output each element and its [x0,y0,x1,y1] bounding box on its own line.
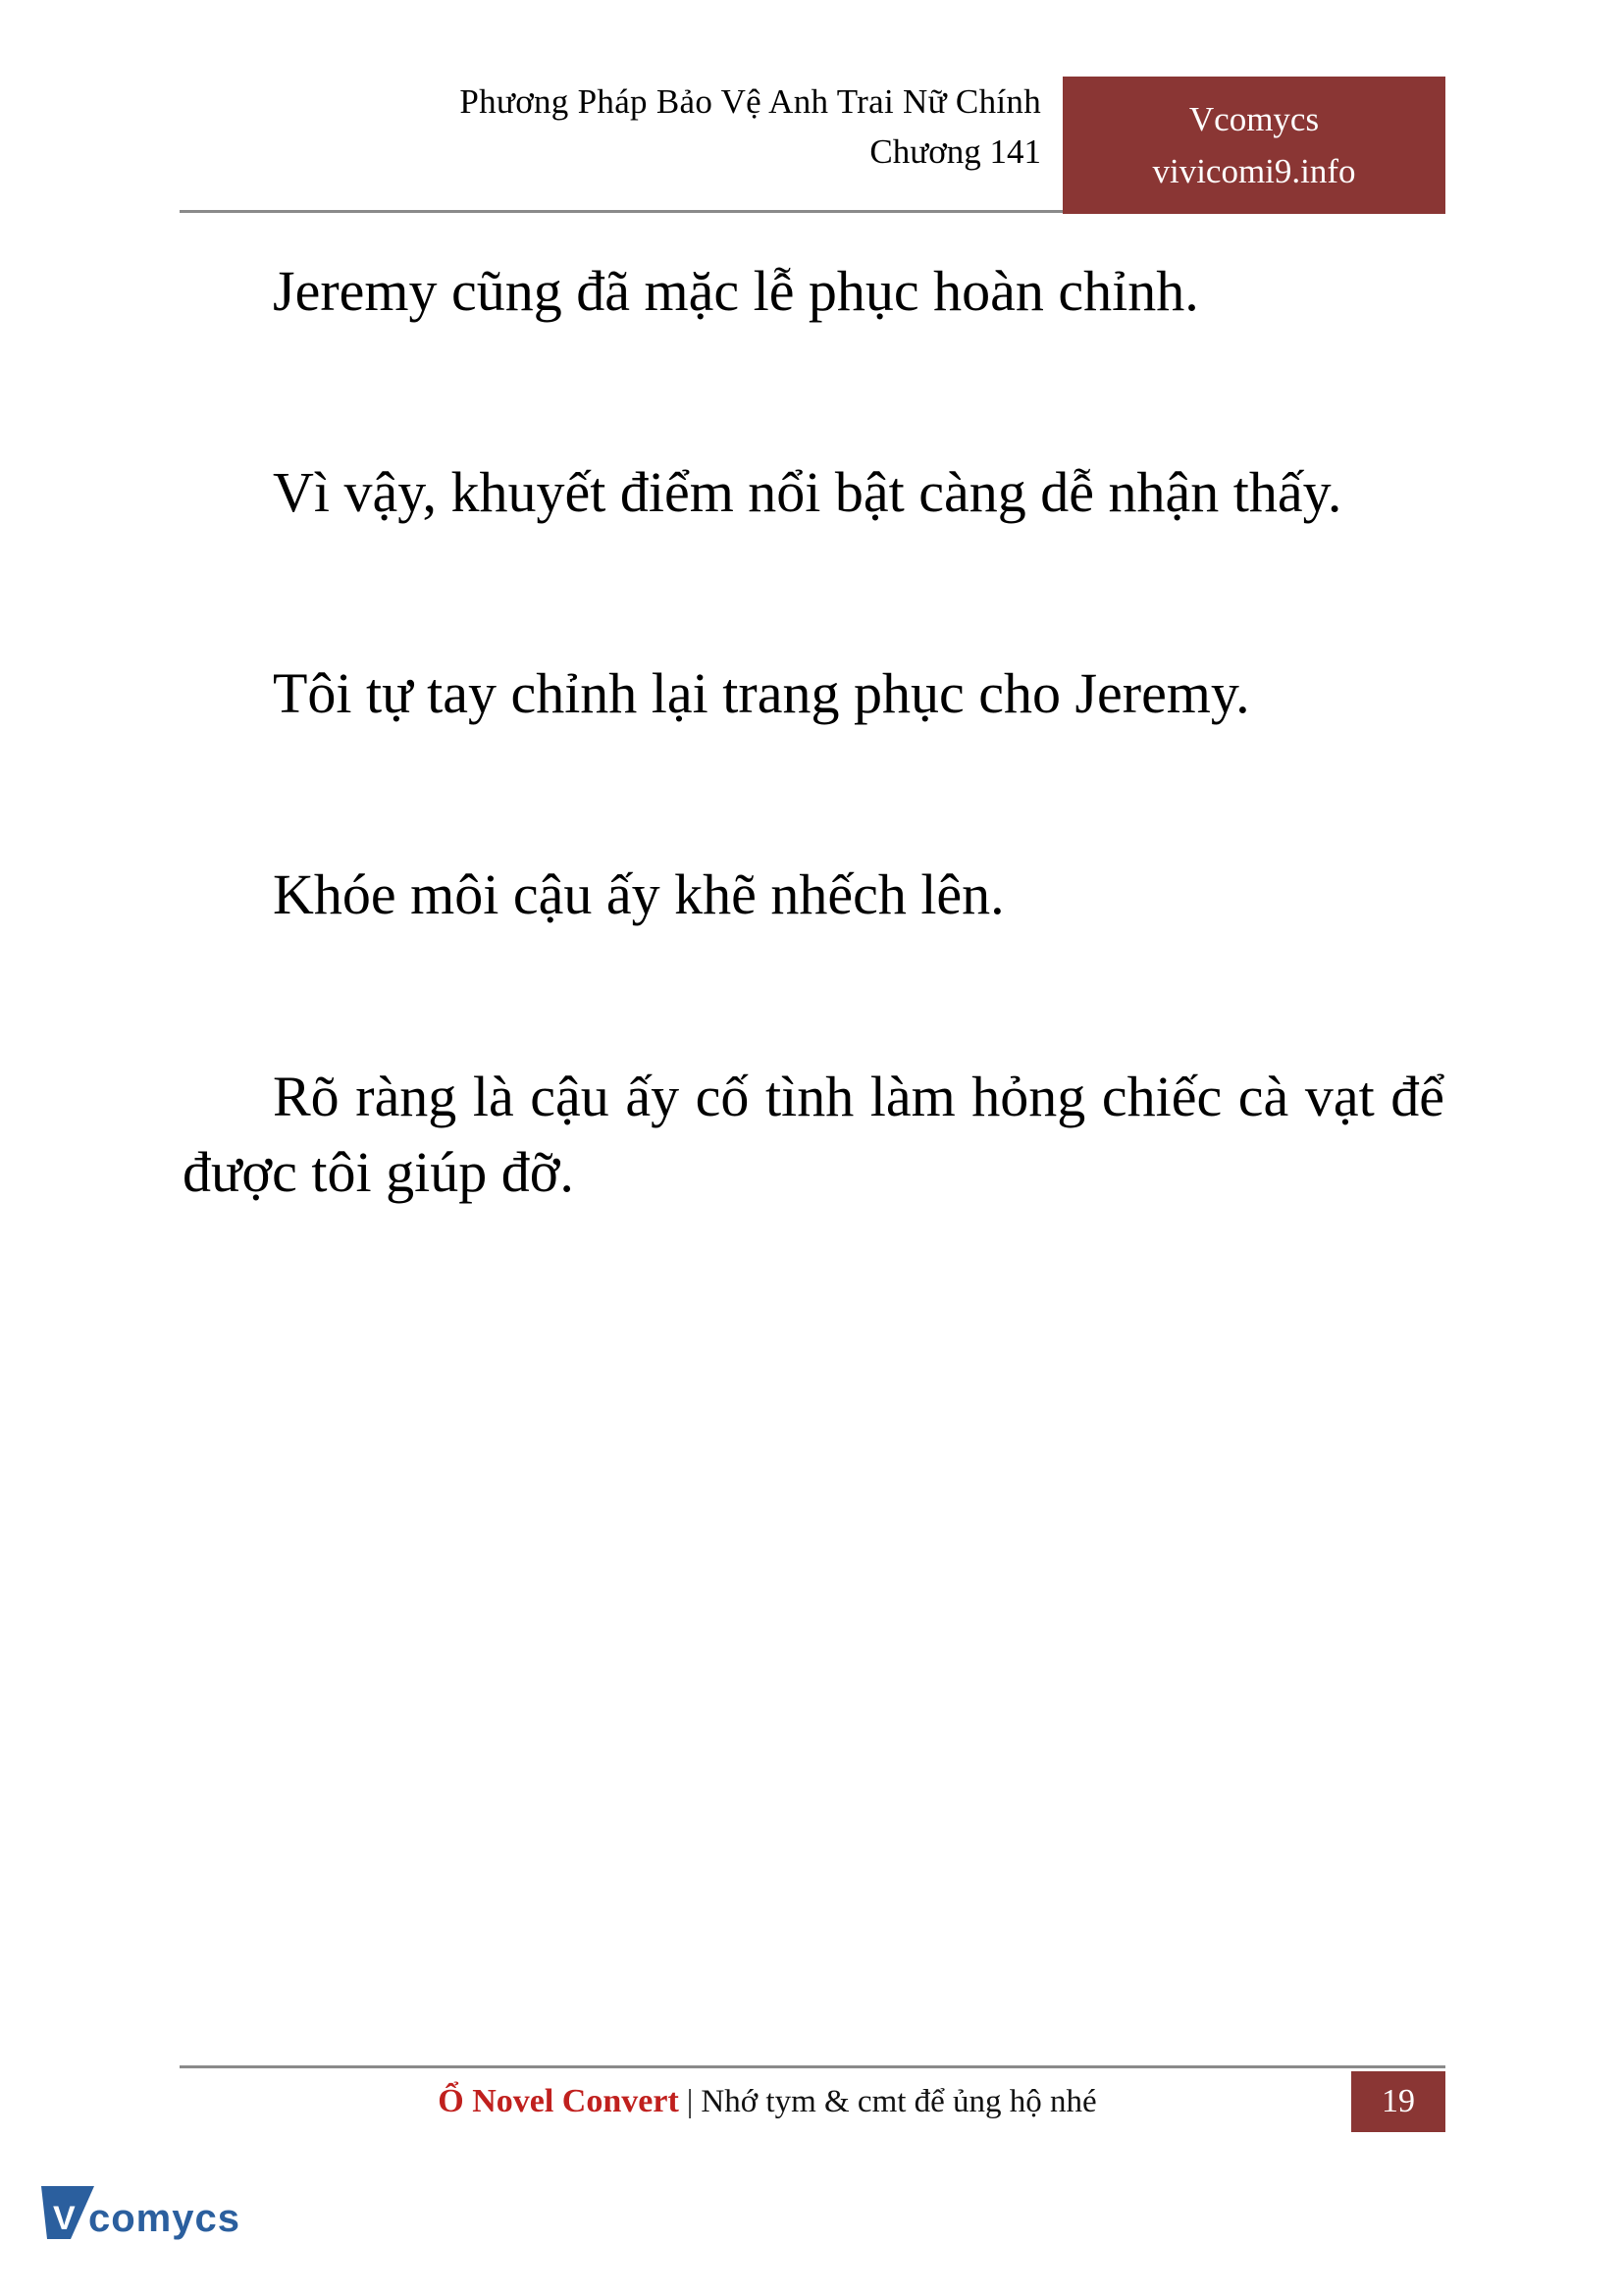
paragraph: Tôi tự tay chỉnh lại trang phục cho Jeremy. [273,661,1250,726]
chapter-label: Chương 141 [869,132,1041,171]
book-title: Phương Pháp Bảo Vệ Anh Trai Nữ Chính [459,82,1041,121]
svg-text:comycs: comycs [88,2197,240,2240]
paragraph: Vì vậy, khuyết điểm nổi bật càng dễ nhận thấy. [273,460,1342,525]
site-badge [1063,77,1445,214]
paragraph: Jeremy cũng đã mặc lễ phục hoàn chỉnh. [273,259,1199,323]
footer-credit [438,2083,1096,2120]
footer-content [180,2068,1445,2134]
svg-text:V: V [53,2200,76,2237]
footer-brand-name: Ổ Novel Convert [438,2082,679,2119]
page-content [183,253,1444,1210]
site-badge-name: Vcomycs [1188,100,1320,138]
footer-separator: | [686,2083,694,2119]
vcomycs-logo-icon [37,2180,263,2257]
paragraph: Khóe môi cậu ấy khẽ nhếch lên. [273,862,1005,927]
site-badge-url: vivicomi9.info [1152,152,1356,190]
paragraph: Rõ ràng là cậu ấy cố tình làm hỏng chiếc cà vạt để được tôi giúp đỡ. [183,1064,1444,1204]
page-number-badge: 19 [1351,2071,1445,2132]
page-footer [180,2065,1445,2134]
vcomycs-watermark-logo [37,2180,263,2257]
footer-note: Nhớ tym & cmt để ủng hộ nhé [701,2083,1097,2119]
header-title-block [180,77,1063,177]
